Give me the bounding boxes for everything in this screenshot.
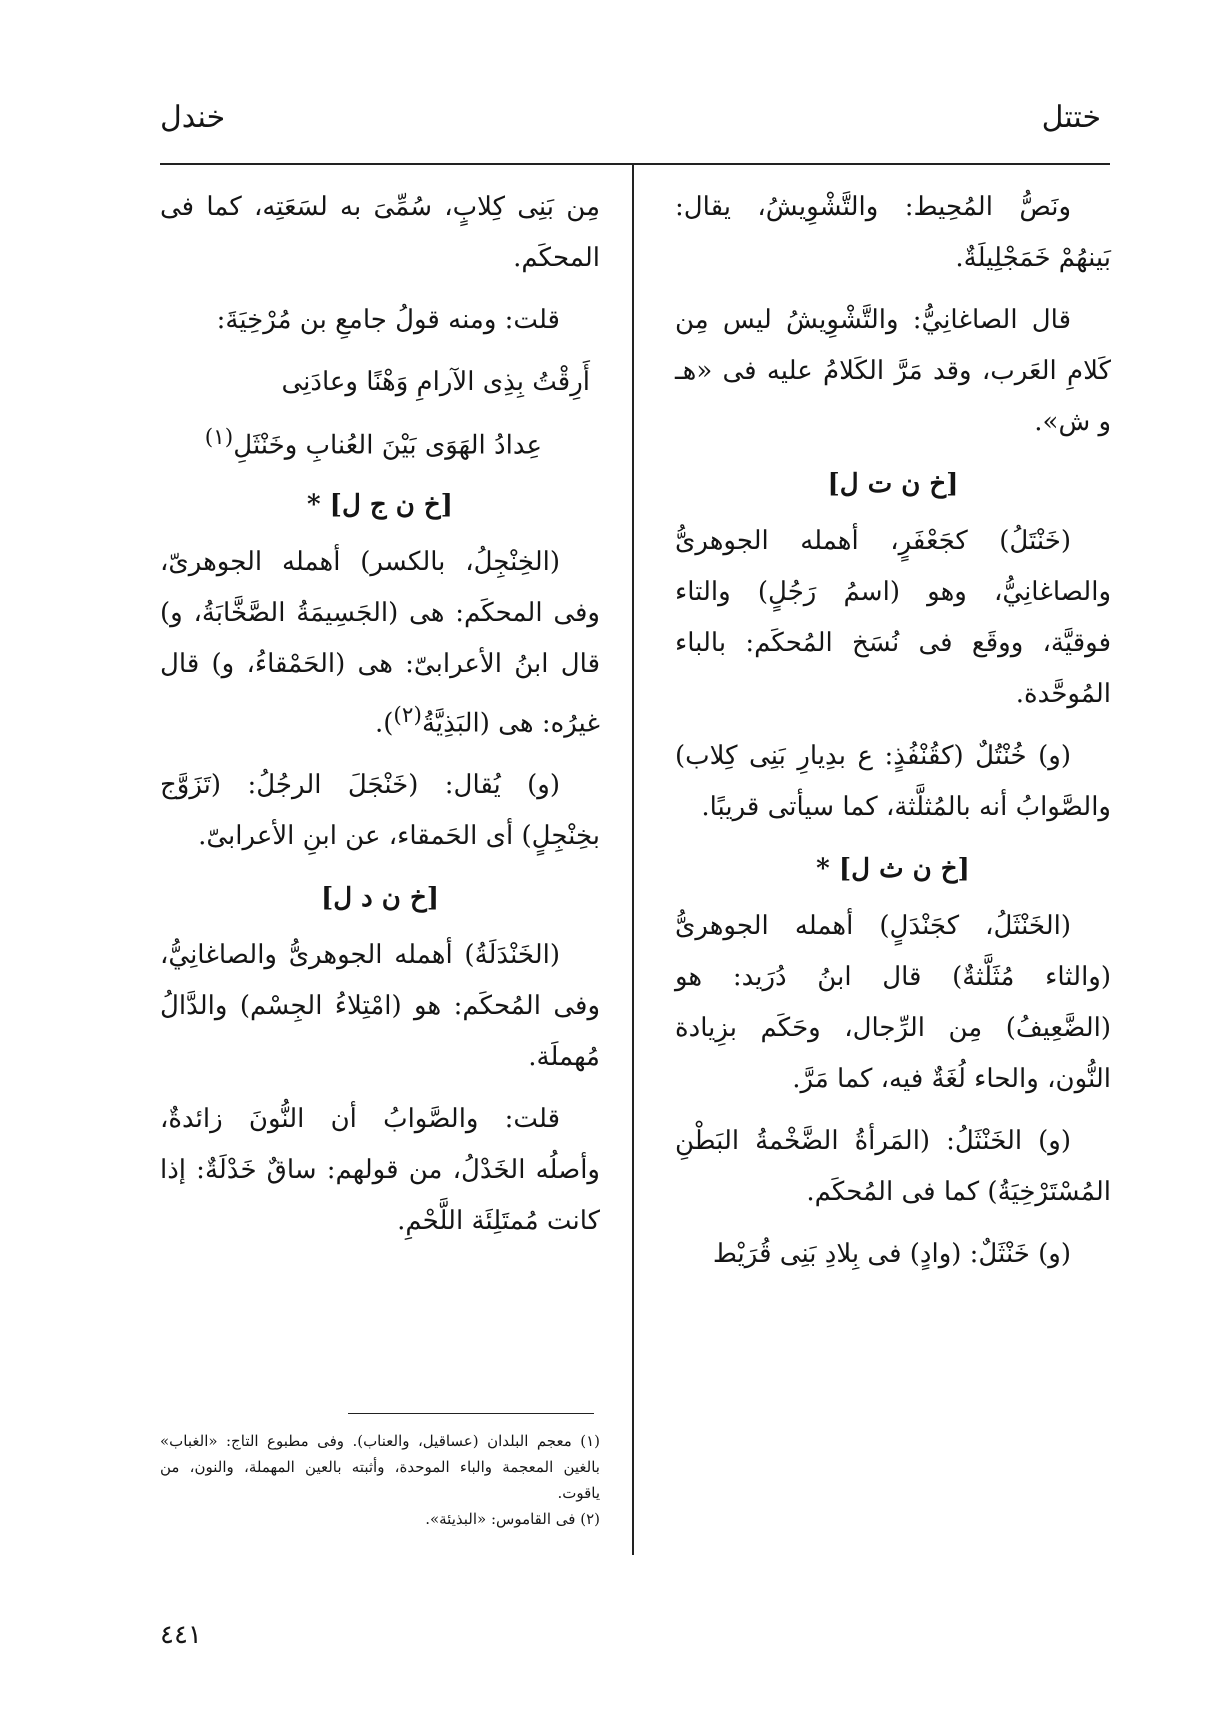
paragraph: (الخَنْدَلَةُ) أهمله الجوهرىُّ والصاغانِيُّ، وفى المُحكَم: هو (امْتِلاءُ الجِسْم) والدَّالُ مُهملَة. — [160, 940, 600, 1073]
running-head-left: خندل — [160, 100, 226, 135]
paragraph: (الخَنْثَلُ، كجَنْدَلٍ) أهمله الجوهرىُّ (والثاء مُثَلَّثةٌ) قال ابنُ دُرَيد: هو (الضَّعِيفُ) مِن الرِّجال، وحَكَم بزِيادة النُّون، والحاء لُغَةٌ فيه، كما مَرَّ. — [675, 911, 1111, 1094]
verse-line: أَرِقْتُ بِذِى الآرامِ وَهْنًا وعادَنِى — [281, 367, 590, 397]
footnote-marker: (٢) — [393, 702, 422, 728]
entry-heading: [خ ن ج ل] * — [307, 489, 453, 520]
entry-heading: [خ ن ث ل] * — [816, 854, 970, 884]
left-column — [160, 182, 600, 1258]
paragraph: (و) خَنْثَلٌ: (وادٍ) فى بِلادِ بَنِى قُرَيْط — [712, 1239, 1071, 1269]
paragraph: (و) الخَنْثَلُ: (المَرأةُ الضَّخْمةُ البَطْنِ المُسْتَرْخِيَةُ) كما فى المُحكَم. — [675, 1126, 1111, 1207]
paragraph — [160, 537, 600, 750]
footnotes — [160, 1428, 600, 1532]
paragraph: قلت: ومنه قولُ جامعِ بن مُرْخِيَةَ: — [216, 305, 560, 335]
right-column — [675, 182, 1111, 1291]
entry-heading: [خ ن د ل] — [320, 883, 440, 914]
column-divider — [632, 165, 634, 1555]
running-head-right: ختتل — [1041, 100, 1101, 135]
page-number: ٤٤١ — [160, 1620, 202, 1650]
paragraph: قلت: والصَّوابُ أن النُّونَ زائدةٌ، وأصلُه الخَدْلُ، من قولهم: ساقٌ خَدْلَةٌ: إذا كانت مُمتَلِئَة اللَّحْمِ. — [160, 1104, 600, 1237]
paragraph: قال الصاغانِيُّ: والتَّشْوِيشُ ليس مِن كَلامِ العَرب، وقد مَرَّ الكَلامُ عليه فى «هـ و ش». — [675, 305, 1111, 437]
footnote: (٢) فى القاموس: «البذيئة». — [425, 1510, 600, 1528]
paragraph: مِن بَنِى كِلابٍ، سُمِّىَ به لسَعَتِه، كما فى المحكَم. — [160, 192, 600, 273]
footnote-rule — [348, 1413, 594, 1414]
verse-line — [160, 412, 590, 472]
footnote: (١) معجم البلدان (عساقيل، والعناب). وفى مطبوع التاج: «الغباب» بالغين المعجمة والباء الموحدة، وأثبته بالعين المهملة، والنون، من ياقوت. — [160, 1432, 600, 1502]
footnote-marker: (١) — [204, 425, 234, 450]
paragraph: (و) خُنْتُلٌ (كقُنْفُذٍ: ع بدِيارِ بَنِى كِلاب) والصَّوابُ أنه بالمُثلَّثة، كما سيأتى قريبًا. — [675, 741, 1111, 822]
paragraph-text: ). — [374, 708, 394, 739]
paragraph: ونَصُّ المُحِيط: والتَّشْوِيشُ، يقال: بَينهُمْ خَمَجْلِيلَةٌ. — [675, 192, 1111, 273]
paragraph: (و) يُقال: (خَنْجَلَ الرجُلُ: (تَزَوَّج بخِنْجِلٍ) أى الحَمقاء، عن ابنِ الأعرابىّ. — [160, 770, 600, 852]
header-rule — [160, 163, 1110, 165]
entry-heading: [خ ن ت ل] — [827, 469, 959, 499]
verse-text: عِدادُ الهَوَى بَيْنَ العُنابِ وخَنْثَلِ — [233, 430, 542, 461]
paragraph-text: (الخِنْجِلُ، بالكسر) أهمله الجوهرىّ، وفى المحكَم: هى (الجَسِيمَةُ الصَّخَّابَةُ، و) قال ابنُ الأعرابىّ: هى (الحَمْقاءُ، و) قال غيرُه: هى (البَذِيَّةُ — [160, 546, 600, 739]
paragraph: (خَنْتَلُ) كجَعْفَرٍ، أهمله الجوهرىُّ والصاغانِيُّ، وهو (اسمُ رَجُلٍ) والتاء فوقيَّة، ووقَع فى نُسَخ المُحكَم: بالباء المُوحَّدة. — [675, 526, 1111, 709]
